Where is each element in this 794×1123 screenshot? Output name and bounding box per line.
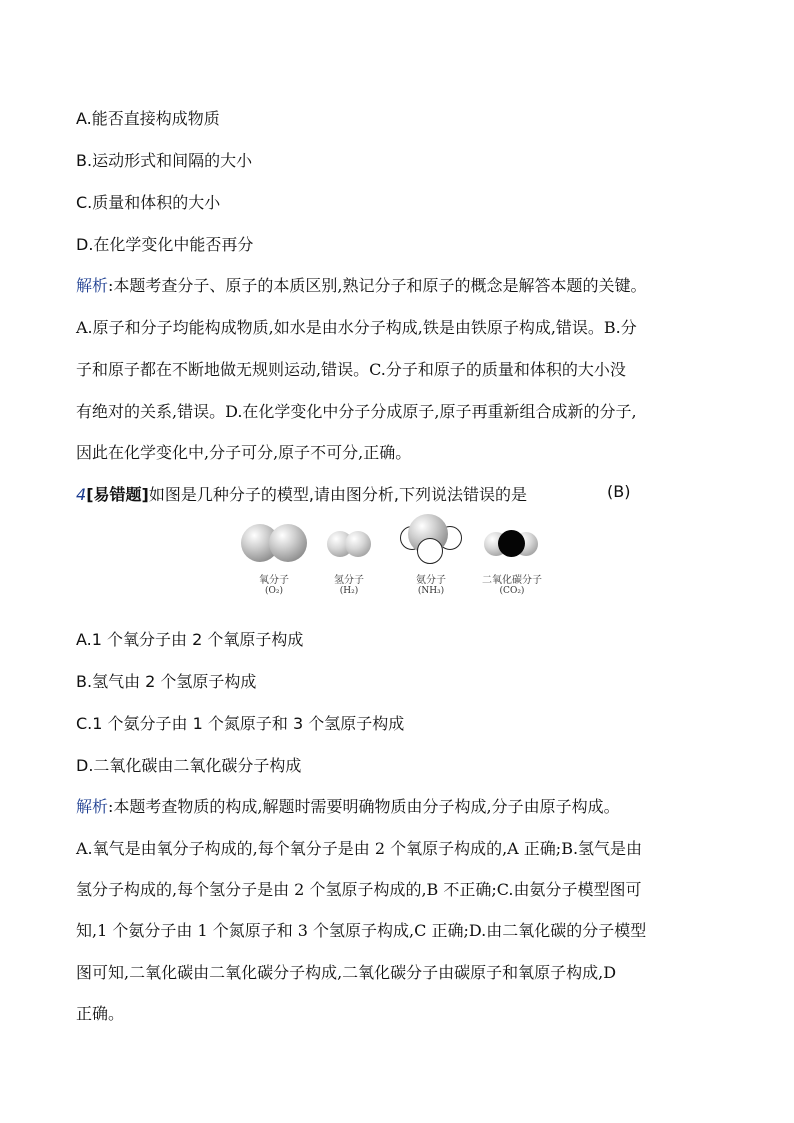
q3-explanation-line-3: 子和原子都在不断地做无规则运动,错误。C.分子和原子的质量和体积的大小没 (76, 360, 626, 379)
hydrogen-atom (417, 538, 443, 564)
q3-explanation-line-5: 因此在化学变化中,分子可分,原子不可分,正确。 (76, 443, 412, 462)
hydrogen-formula: (H₂) (339, 586, 359, 596)
q4-explanation-line-6: 正确。 (76, 1004, 125, 1023)
explanation-label: 解析 (76, 797, 109, 816)
q4-option-b: B.氢气由 2 个氢原子构成 (76, 672, 257, 691)
molecule-model-figure (235, 518, 555, 608)
q4-explanation-line-3: 氢分子构成的,每个氢分子是由 2 个氢原子构成的,B 不正确;C.由氨分子模型图可 (76, 880, 642, 899)
hydrogen-label: 氢分子 (334, 575, 364, 586)
ammonia-formula: (NH₃) (417, 586, 445, 596)
q4-explanation-line-4: 知,1 个氨分子由 1 个氮原子和 3 个氢原子构成,C 正确;D.由二氧化碳的分子模型 (76, 921, 647, 940)
q4-option-c: C.1 个氨分子由 1 个氮原子和 3 个氢原子构成 (76, 714, 405, 733)
carbon-dioxide-label: 二氧化碳分子 (482, 575, 542, 586)
carbon-dioxide-formula: (CO₂) (499, 586, 525, 596)
question-number: 4 (76, 485, 87, 504)
q4-explanation-line-5: 图可知,二氧化碳由二氧化碳分子构成,二氧化碳分子由碳原子和氧原子构成,D (76, 963, 617, 982)
q4-stem (76, 482, 527, 505)
q3-option-d: D.在化学变化中能否再分 (76, 235, 254, 254)
q4-explanation-line-2: A.氧气是由氧分子构成的,每个氧分子是由 2 个氧原子构成的,A 正确;B.氢气是由 (76, 839, 643, 858)
explanation-label: 解析 (76, 276, 109, 295)
oxygen-atom (269, 524, 307, 562)
oxygen-formula: (O₂) (264, 586, 283, 596)
q4-option-a: A.1 个氧分子由 2 个氧原子构成 (76, 630, 304, 649)
oxygen-label: 氧分子 (259, 575, 289, 586)
carbon-atom (498, 530, 525, 557)
q4-explanation-line-1: 解析:本题考查物质的构成,解题时需要明确物质由分子构成,分子由原子构成。 (76, 797, 620, 816)
q3-explanation-line-2: A.原子和分子均能构成物质,如水是由水分子构成,铁是由铁原子构成,错误。B.分 (76, 318, 637, 337)
question-tag: [易错题] (86, 485, 149, 504)
hydrogen-atom (345, 531, 371, 557)
q3-option-b: B.运动形式和间隔的大小 (76, 151, 253, 170)
q3-explanation-line-1: 解析:本题考查分子、原子的本质区别,熟记分子和原子的概念是解答本题的关键。 (76, 276, 647, 295)
q3-explanation-line-4: 有绝对的关系,错误。D.在化学变化中分子分成原子,原子再重新组合成新的分子, (76, 402, 637, 421)
ammonia-label: 氨分子 (416, 575, 446, 586)
q4-answer: (B) (607, 482, 631, 501)
q4-option-d: D.二氧化碳由二氧化碳分子构成 (76, 756, 302, 775)
q3-option-a: A.能否直接构成物质 (76, 109, 220, 128)
question-text: 如图是几种分子的模型,请由图分析,下列说法错误的是 (148, 485, 528, 504)
q3-option-c: C.质量和体积的大小 (76, 193, 221, 212)
